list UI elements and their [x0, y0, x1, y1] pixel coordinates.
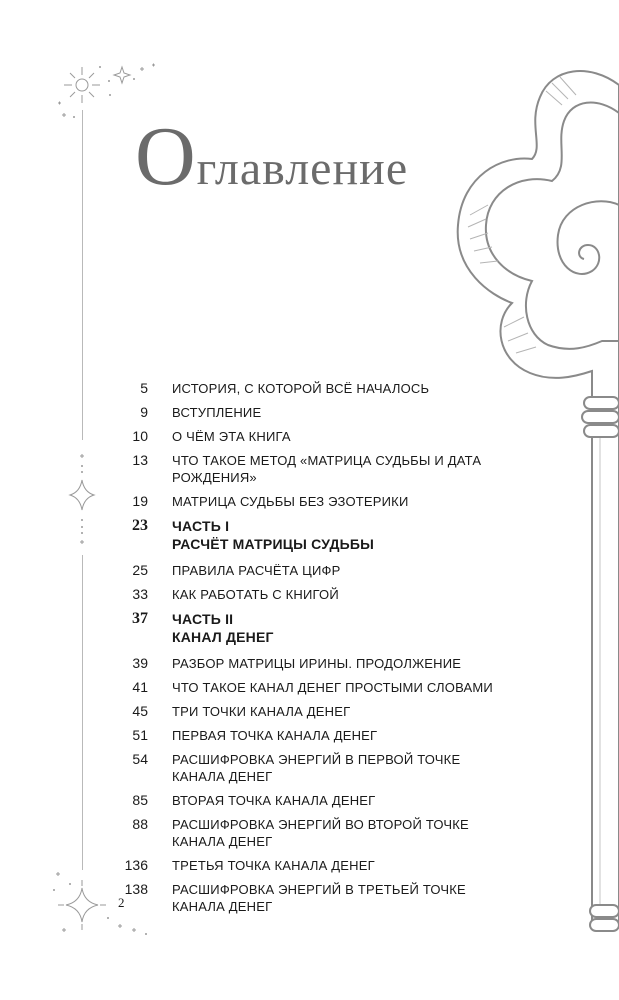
toc-entry-title: ЧАСТЬ II КАНАЛ ДЕНЕГ — [172, 611, 274, 645]
toc-entry — [100, 380, 520, 397]
toc-part-entry — [100, 610, 520, 646]
toc-entry-title: РАСШИФРОВКА ЭНЕРГИЙ В ТРЕТЬЕЙ ТОЧКЕ КАНАЛА ДЕНЕГ — [172, 882, 466, 914]
toc-entry-title: ЧАСТЬ I РАСЧЁТ МАТРИЦЫ СУДЬБЫ — [172, 518, 375, 552]
star-ornament-icon — [66, 440, 98, 555]
toc-entry-title: ВСТУПЛЕНИЕ — [172, 405, 262, 420]
sun-ornament-icon — [50, 55, 170, 135]
table-of-contents — [100, 380, 520, 922]
toc-entry — [100, 586, 520, 603]
toc-entry-title: О ЧЁМ ЭТА КНИГА — [172, 429, 291, 444]
toc-entry — [100, 792, 520, 809]
toc-page-number: 41 — [132, 679, 148, 695]
toc-page-number: 85 — [132, 792, 148, 808]
toc-page-number: 13 — [132, 452, 148, 468]
toc-entry-title: ПРАВИЛА РАСЧЁТА ЦИФР — [172, 563, 341, 578]
toc-entry-title: РАЗБОР МАТРИЦЫ ИРИНЫ. ПРОДОЛЖЕНИЕ — [172, 656, 462, 671]
toc-page-number: 10 — [132, 428, 148, 444]
toc-page-number: 33 — [132, 586, 148, 602]
toc-entry-title: ЧТО ТАКОЕ МЕТОД «МАТРИЦА СУДЬБЫ И ДАТА РОЖДЕНИЯ» — [172, 453, 482, 485]
toc-entry-title: КАК РАБОТАТЬ С КНИГОЙ — [172, 587, 339, 602]
toc-entry-title: ВТОРАЯ ТОЧКА КАНАЛА ДЕНЕГ — [172, 793, 376, 808]
title-rest: главление — [196, 142, 409, 195]
toc-entry — [100, 493, 520, 510]
toc-page-number: 5 — [140, 380, 148, 396]
toc-page-number: 88 — [132, 816, 148, 832]
toc-entry — [100, 816, 520, 850]
title-initial: О — [135, 110, 197, 203]
toc-part-entry — [100, 517, 520, 553]
toc-page-number: 39 — [132, 655, 148, 671]
ornament-line-bottom — [82, 555, 83, 870]
toc-entry — [100, 751, 520, 785]
toc-page-number: 51 — [132, 727, 148, 743]
toc-page-number: 138 — [124, 881, 148, 897]
ornament-line-top — [82, 110, 83, 440]
page-title — [135, 108, 408, 205]
toc-entry — [100, 703, 520, 720]
toc-entry — [100, 655, 520, 672]
toc-entry — [100, 452, 520, 486]
toc-entry-title: ИСТОРИЯ, С КОТОРОЙ ВСЁ НАЧАЛОСЬ — [172, 381, 430, 396]
toc-page-number: 54 — [132, 751, 148, 767]
toc-entry-title: РАСШИФРОВКА ЭНЕРГИЙ В ПЕРВОЙ ТОЧКЕ КАНАЛА ДЕНЕГ — [172, 752, 461, 784]
page-number: 2 — [118, 895, 125, 910]
toc-entry-title: РАСШИФРОВКА ЭНЕРГИЙ ВО ВТОРОЙ ТОЧКЕ КАНАЛА ДЕНЕГ — [172, 817, 469, 849]
toc-page-number: 37 — [132, 610, 148, 627]
toc-entry-title: МАТРИЦА СУДЬБЫ БЕЗ ЭЗОТЕРИКИ — [172, 494, 409, 509]
toc-page-number: 45 — [132, 703, 148, 719]
toc-entry — [100, 727, 520, 744]
toc-page-number: 23 — [132, 517, 148, 534]
toc-entry-title: ЧТО ТАКОЕ КАНАЛ ДЕНЕГ ПРОСТЫМИ СЛОВАМИ — [172, 680, 493, 695]
toc-page-number: 25 — [132, 562, 148, 578]
toc-page-number: 136 — [124, 857, 148, 873]
toc-entry — [100, 881, 520, 915]
toc-page-number: 9 — [140, 404, 148, 420]
toc-entry-title: ТРИ ТОЧКИ КАНАЛА ДЕНЕГ — [172, 704, 351, 719]
toc-entry-title: ПЕРВАЯ ТОЧКА КАНАЛА ДЕНЕГ — [172, 728, 378, 743]
toc-entry — [100, 679, 520, 696]
toc-entry-title: ТРЕТЬЯ ТОЧКА КАНАЛА ДЕНЕГ — [172, 858, 375, 873]
toc-entry — [100, 857, 520, 874]
toc-entry — [100, 404, 520, 421]
toc-entry — [100, 562, 520, 579]
toc-page-number: 19 — [132, 493, 148, 509]
toc-entry — [100, 428, 520, 445]
